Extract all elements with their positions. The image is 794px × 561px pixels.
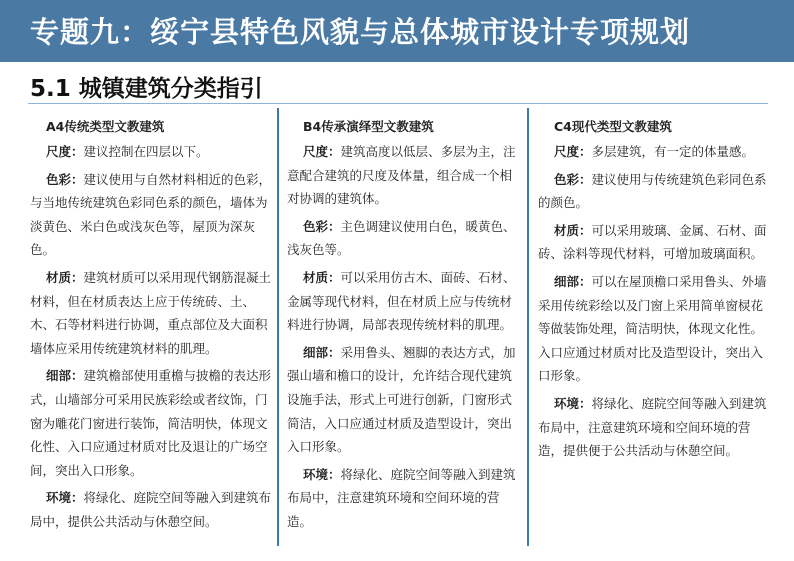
term-label: 环境： [303, 466, 341, 482]
paragraph-scale [287, 140, 521, 211]
column-a4-traditional [30, 118, 276, 538]
paragraph-text: 多层建筑，有一定的体量感。 [591, 144, 755, 159]
term-label: 环境： [554, 395, 592, 411]
paragraph-text: 建议使用与传统建筑色彩同色系的颜色。 [538, 171, 767, 211]
paragraph-scale [30, 140, 276, 164]
paragraph-text: 将绿化、庭院空间等融入到建筑布局中，提供公共活动与休憩空间。 [30, 490, 272, 529]
paragraph-color [287, 215, 521, 262]
paragraph-material [538, 219, 770, 266]
column-divider [277, 108, 279, 546]
paragraph-environment [287, 463, 521, 534]
column-b4-inherited [287, 118, 521, 538]
term-label: 色彩： [303, 218, 341, 234]
paragraph-material [30, 266, 276, 360]
paragraph-material [287, 266, 521, 337]
paragraph-detail [538, 270, 770, 388]
term-label: 尺度： [554, 144, 592, 159]
paragraph-text: 建筑材质可以采用现代钢筋混凝土材料，但在材质表达上应于传统砖、土、木、石等材料进行协调，重点部位及大面积墙体应采用传统建筑材料的肌理。 [30, 269, 272, 356]
paragraph-text: 建议控制在四层以下。 [83, 144, 209, 159]
paragraph-text: 可以在屋顶檐口采用鲁头、外墙采用传统彩绘以及门窗上采用简单窗棂花等做装饰处理，简洁明快，体现文化性。入口应通过材质对比及造型设计，突出入口形象。 [538, 273, 767, 384]
paragraph-text: 采用鲁头、翘脚的表达方式，加强山墙和檐口的设计，允许结合现代建筑设施手法，形式上可进行创新，门窗形式简洁，入口应通过材质及造型设计，突出入口形象。 [287, 344, 516, 455]
paragraph-text: 建筑高度以低层、多层为主，注意配合建筑的尺度及体量，组合成一个相对协调的建筑体。 [287, 144, 516, 207]
paragraph-color [30, 168, 276, 262]
term-label: 环境： [46, 490, 84, 506]
term-label: 尺度： [46, 144, 84, 159]
term-label: 材质： [46, 269, 84, 285]
term-label: 材质： [303, 269, 341, 285]
term-label: 色彩： [46, 171, 84, 187]
paragraph-environment [30, 486, 276, 533]
section-title: 5.1 城镇建筑分类指引 [30, 76, 263, 102]
paragraph-detail [287, 341, 521, 459]
paragraph-text: 将绿化、庭院空间等融入到建筑布局中，注意建筑环境和空间环境的营造。 [287, 466, 516, 529]
column-c4-modern [538, 118, 770, 467]
column-title: A4传统类型文教建筑 [46, 119, 165, 134]
term-label: 细部： [554, 273, 592, 289]
paragraph-detail [30, 364, 276, 482]
paragraph-text: 将绿化、庭院空间等融入到建筑布局中，注意建筑环境和空间环境的营造，提供便于公共活动与休憩空间。 [538, 395, 767, 459]
term-label: 尺度： [303, 144, 341, 159]
paragraph-text: 可以采用仿古木、面砖、石材、金属等现代材料，但在材质上应与传统材料进行协调，局部表现传统材料的肌理。 [287, 269, 516, 333]
paragraph-text: 建筑檐部使用重檐与披檐的表达形式，山墙部分可采用民族彩绘或者纹饰，门窗为雕花门窗进行装饰，简洁明快，体现文化性、入口应通过材质对比及退让的广场空间，突出入口形象。 [30, 368, 272, 478]
paragraph-color [538, 168, 770, 215]
term-label: 细部： [303, 344, 341, 360]
paragraph-text: 主色调建议使用白色，暖黄色、浅灰色等。 [287, 218, 516, 258]
term-label: 材质： [554, 222, 592, 238]
column-divider [527, 108, 529, 546]
column-title: C4现代类型文教建筑 [554, 119, 672, 134]
page-title: 专题九：绥宁县特色风貌与总体城市设计专项规划 [30, 15, 691, 49]
paragraph-text: 可以采用玻璃、金属、石材、面砖、涂料等现代材料，可增加玻璃面积。 [538, 222, 767, 262]
paragraph-environment [538, 392, 770, 463]
term-label: 细部： [46, 368, 84, 384]
title-banner [0, 0, 794, 62]
paragraph-scale [538, 140, 770, 164]
title-divider [28, 103, 768, 104]
term-label: 色彩： [554, 171, 592, 187]
column-title: B4传承演绎型文教建筑 [303, 119, 434, 134]
paragraph-text: 建议使用与自然材料相近的色彩，与当地传统建筑色彩同色系的颜色，墙体为淡黄色、米白色或浅灰色等，屋顶为深灰色。 [30, 171, 272, 258]
